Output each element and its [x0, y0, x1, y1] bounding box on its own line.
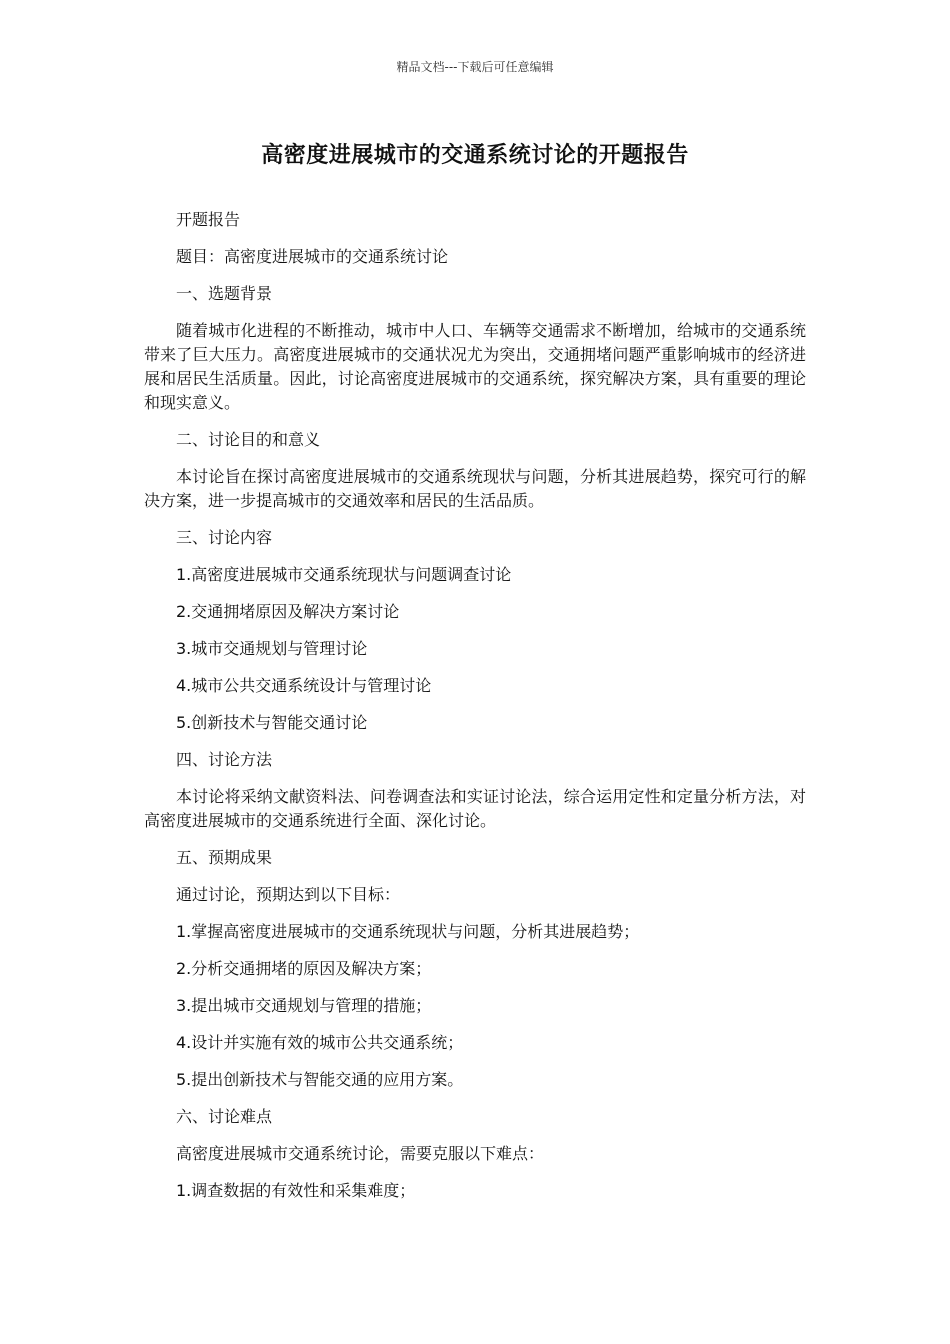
document-body — [144, 208, 806, 1216]
paragraph-background: 随着城市化进程的不断推动，城市中人口、车辆等交通需求不断增加，给城市的交通系统带来了巨大压力。高密度进展城市的交通状况尤为突出，交通拥堵问题严重影响城市的经济进展和居民生活质量。因此，讨论高密度进展城市的交通系统，探究解决方案，具有重要的理论和现实意义。 — [144, 321, 806, 412]
section-heading-outcomes: 五、预期成果 — [176, 848, 273, 867]
paragraph-difficulties-intro: 高密度进展城市交通系统讨论，需要克服以下难点： — [176, 1144, 545, 1163]
list-item: 5.创新技术与智能交通讨论 — [176, 713, 368, 732]
section-heading-background: 一、选题背景 — [176, 284, 273, 303]
section-heading-purpose: 二、讨论目的和意义 — [176, 430, 321, 449]
list-item: 4.设计并实施有效的城市公共交通系统； — [176, 1033, 464, 1052]
paragraph-outcomes-intro: 通过讨论，预期达到以下目标： — [176, 885, 401, 904]
section-heading-difficulties: 六、讨论难点 — [176, 1107, 273, 1126]
document-title: 高密度进展城市的交通系统讨论的开题报告 — [261, 143, 689, 168]
paragraph-topic: 题目：高密度进展城市的交通系统讨论 — [176, 247, 449, 266]
section-heading-content: 三、讨论内容 — [176, 528, 273, 547]
paragraph-method: 本讨论将采纳文献资料法、问卷调查法和实证讨论法，综合运用定性和定量分析方法，对高密度进展城市的交通系统进行全面、深化讨论。 — [144, 787, 806, 830]
header-note: 精品文档---下载后可任意编辑 — [396, 60, 554, 74]
paragraph-report-label: 开题报告 — [176, 210, 241, 229]
paragraph-purpose: 本讨论旨在探讨高密度进展城市的交通系统现状与问题，分析其进展趋势，探究可行的解决方案，进一步提高城市的交通效率和居民的生活品质。 — [144, 467, 806, 510]
list-item: 2.交通拥堵原因及解决方案讨论 — [176, 602, 400, 621]
list-item: 3.城市交通规划与管理讨论 — [176, 639, 368, 658]
list-item: 1.调查数据的有效性和采集难度； — [176, 1181, 416, 1200]
list-item: 3.提出城市交通规划与管理的措施； — [176, 996, 432, 1015]
list-item: 5.提出创新技术与智能交通的应用方案。 — [176, 1070, 464, 1089]
list-item: 4.城市公共交通系统设计与管理讨论 — [176, 676, 432, 695]
list-item: 1.高密度进展城市交通系统现状与问题调查讨论 — [176, 565, 512, 584]
list-item: 1.掌握高密度进展城市的交通系统现状与问题，分析其进展趋势； — [176, 922, 640, 941]
list-item: 2.分析交通拥堵的原因及解决方案； — [176, 959, 432, 978]
section-heading-method: 四、讨论方法 — [176, 750, 273, 769]
